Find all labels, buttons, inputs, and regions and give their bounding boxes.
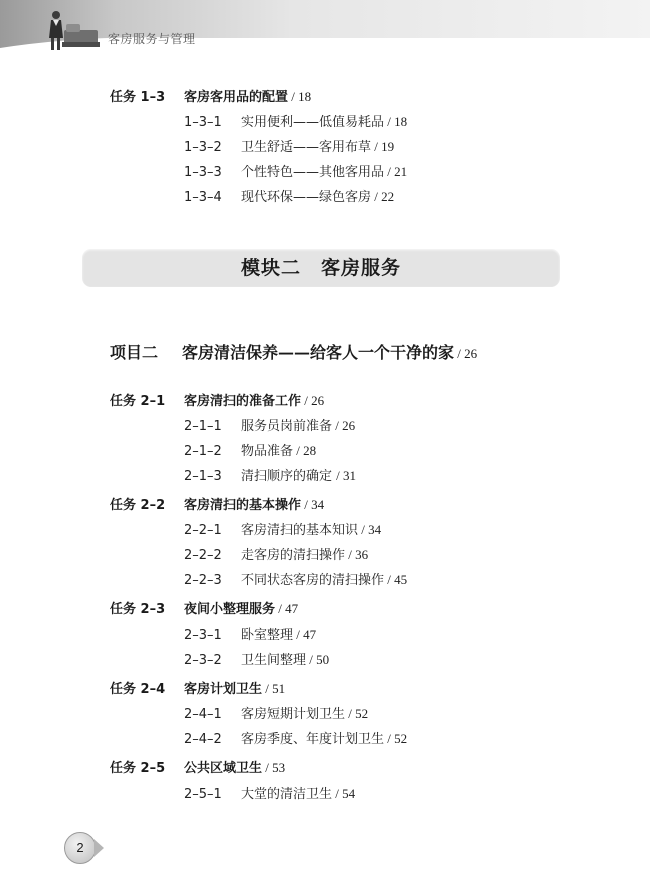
- task-number: 任务 2–4: [110, 682, 166, 697]
- task-title: 客房清扫的准备工作: [184, 394, 302, 409]
- toc-subsection[interactable]: [184, 186, 394, 205]
- subsection-number: 2–2–3: [184, 573, 222, 588]
- toc-subsection[interactable]: [184, 728, 407, 747]
- task-number: 任务 1–3: [110, 90, 166, 105]
- subsection-number: 2–3–2: [184, 653, 222, 668]
- toc-subsection[interactable]: [184, 111, 407, 130]
- page-ref: / 26: [332, 418, 356, 433]
- subsection-number: 2–2–2: [184, 548, 222, 563]
- page-ref: / 19: [371, 139, 395, 154]
- toc-subsection[interactable]: [184, 703, 368, 722]
- module-banner: [82, 249, 560, 287]
- subsection-title: 走客房的清扫操作: [241, 548, 346, 563]
- book-title: 客房服务与管理: [108, 32, 196, 46]
- task-title: 客房客用品的配置: [184, 90, 289, 105]
- task-title: 夜间小整理服务: [184, 602, 276, 617]
- page-ref: / 18: [384, 114, 408, 129]
- toc-subsection[interactable]: [184, 544, 368, 563]
- subsection-title: 个性特色——其他客用品: [241, 165, 385, 180]
- toc-task-heading[interactable]: [110, 598, 298, 617]
- page-ref: / 36: [345, 547, 369, 562]
- subsection-title: 卧室整理: [241, 628, 294, 643]
- subsection-title: 客房季度、年度计划卫生: [241, 732, 385, 747]
- subsection-number: 2–5–1: [184, 787, 222, 802]
- page-ref: / 21: [384, 164, 408, 179]
- toc-task-heading[interactable]: [110, 86, 311, 105]
- subsection-title: 现代环保——绿色客房: [241, 190, 372, 205]
- subsection-number: 2–1–2: [184, 444, 222, 459]
- page-ref: / 52: [345, 706, 369, 721]
- task-number: 任务 2–3: [110, 602, 166, 617]
- subsection-number: 2–1–1: [184, 419, 222, 434]
- toc-subsection[interactable]: [184, 440, 316, 459]
- toc-subsection[interactable]: [184, 783, 355, 802]
- toc-subsection[interactable]: [184, 519, 381, 538]
- toc-task-heading[interactable]: [110, 678, 285, 697]
- subsection-title: 不同状态客房的清扫操作: [241, 573, 385, 588]
- page-ref: / 18: [288, 89, 312, 104]
- page-ref: / 47: [293, 627, 317, 642]
- toc-task-heading[interactable]: [110, 494, 324, 513]
- toc-subsection[interactable]: [184, 465, 356, 484]
- page-ref: / 51: [262, 681, 286, 696]
- subsection-number: 1–3–4: [184, 190, 222, 205]
- page-ref: / 34: [301, 497, 325, 512]
- page-pointer-icon: [94, 839, 104, 857]
- subsection-title: 物品准备: [241, 444, 294, 459]
- toc-subsection[interactable]: [184, 415, 355, 434]
- page-ref: / 28: [293, 443, 317, 458]
- page-number-badge: 2: [64, 832, 96, 864]
- subsection-number: 2–4–2: [184, 732, 222, 747]
- subsection-title: 卫生舒适——客用布草: [241, 140, 372, 155]
- project-number: 项目二: [110, 343, 159, 362]
- subsection-title: 清扫顺序的确定: [241, 469, 337, 484]
- toc-project-heading[interactable]: [110, 340, 477, 363]
- toc-subsection[interactable]: [184, 569, 407, 588]
- page-ref: / 26: [454, 346, 478, 361]
- subsection-title: 客房短期计划卫生: [241, 707, 346, 722]
- page-ref: / 53: [262, 760, 286, 775]
- task-title: 公共区域卫生: [184, 761, 263, 776]
- toc-subsection[interactable]: [184, 161, 407, 180]
- subsection-title: 卫生间整理: [241, 653, 307, 668]
- toc-subsection[interactable]: [184, 624, 316, 643]
- toc-subsection[interactable]: [184, 136, 394, 155]
- subsection-number: 2–4–1: [184, 707, 222, 722]
- page-ref: / 54: [332, 786, 356, 801]
- subsection-number: 1–3–3: [184, 165, 222, 180]
- page-ref: / 45: [384, 572, 408, 587]
- subsection-number: 2–2–1: [184, 523, 222, 538]
- page-ref: / 31: [336, 468, 357, 483]
- toc-task-heading[interactable]: [110, 757, 285, 776]
- toc-task-heading[interactable]: [110, 390, 324, 409]
- subsection-title: 实用便利——低值易耗品: [241, 115, 385, 130]
- page-ref: / 50: [306, 652, 330, 667]
- task-title: 客房清扫的基本操作: [184, 498, 302, 513]
- subsection-title: 服务员岗前准备: [241, 419, 333, 434]
- module-title: 模块二 客房服务: [240, 257, 401, 279]
- toc-subsection[interactable]: [184, 649, 329, 668]
- subsection-number: 2–3–1: [184, 628, 222, 643]
- page-ref: / 47: [275, 601, 299, 616]
- page-header: [0, 0, 650, 60]
- subsection-title: 大堂的清洁卫生: [241, 787, 333, 802]
- page-ref: / 26: [301, 393, 325, 408]
- task-title: 客房计划卫生: [184, 682, 263, 697]
- subsection-number: 1–3–2: [184, 140, 222, 155]
- page-ref: / 34: [358, 522, 382, 537]
- task-number: 任务 2–2: [110, 498, 166, 513]
- page-ref: / 22: [371, 189, 395, 204]
- project-title: 客房清洁保养——给客人一个干净的家: [182, 343, 455, 362]
- subsection-number: 1–3–1: [184, 115, 222, 130]
- housekeeper-bed-icon: [44, 8, 100, 54]
- page-ref: / 52: [384, 731, 408, 746]
- task-number: 任务 2–5: [110, 761, 166, 776]
- task-number: 任务 2–1: [110, 394, 166, 409]
- subsection-number: 2–1–3: [184, 469, 222, 484]
- subsection-title: 客房清扫的基本知识: [241, 523, 359, 538]
